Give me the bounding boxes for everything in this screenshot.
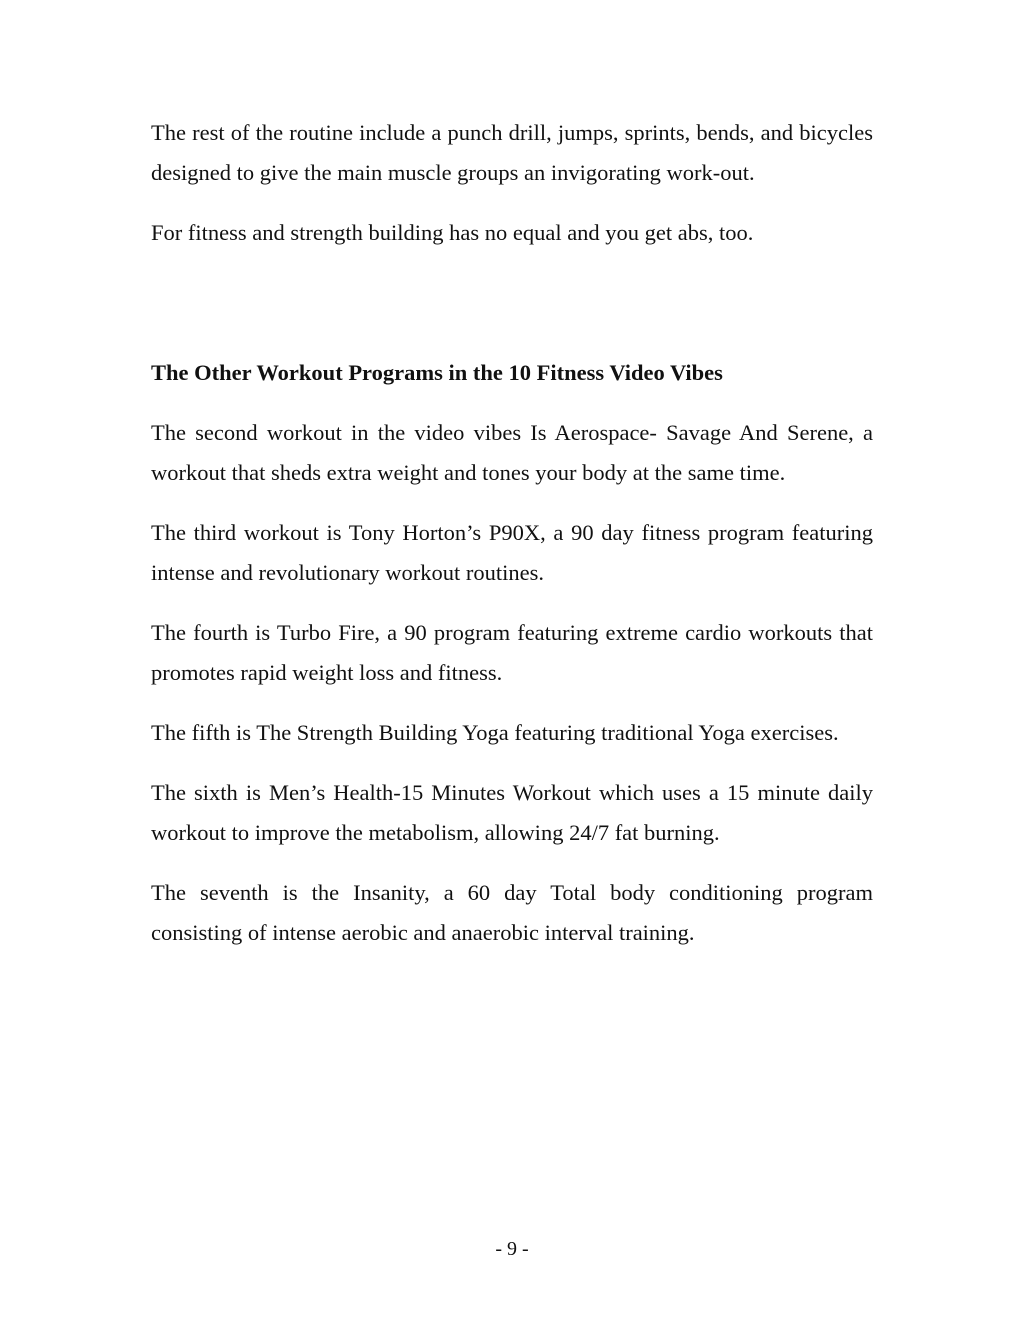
document-page-body bbox=[151, 113, 873, 973]
paragraph-third-workout: The third workout is Tony Horton’s P90X, a 90 day fitness program featuring intense and revolutionary workout routines. bbox=[151, 520, 873, 585]
paragraph-seventh-workout: The seventh is the Insanity, a 60 day Total body conditioning program consisting of intense aerobic and anaerobic interval training. bbox=[151, 880, 873, 945]
paragraph-routine: The rest of the routine include a punch drill, jumps, sprints, bends, and bicycles designed to give the main muscle groups an invigorating work-out. bbox=[151, 120, 873, 185]
paragraph-second-workout: The second workout in the video vibes Is Aerospace- Savage And Serene, a workout that sheds extra weight and tones your body at the same time. bbox=[151, 420, 873, 485]
paragraph-fifth-workout: The fifth is The Strength Building Yoga featuring traditional Yoga exercises. bbox=[151, 720, 839, 745]
page-number: - 9 - bbox=[495, 1238, 529, 1260]
paragraph-fourth-workout: The fourth is Turbo Fire, a 90 program featuring extreme cardio workouts that promotes rapid weight loss and fitness. bbox=[151, 620, 873, 685]
paragraph-sixth-workout: The sixth is Men’s Health-15 Minutes Workout which uses a 15 minute daily workout to improve the metabolism, allowing 24/7 fat burning. bbox=[151, 780, 873, 845]
section-heading: The Other Workout Programs in the 10 Fitness Video Vibes bbox=[151, 360, 723, 385]
paragraph-fitness: For fitness and strength building has no equal and you get abs, too. bbox=[151, 220, 754, 245]
